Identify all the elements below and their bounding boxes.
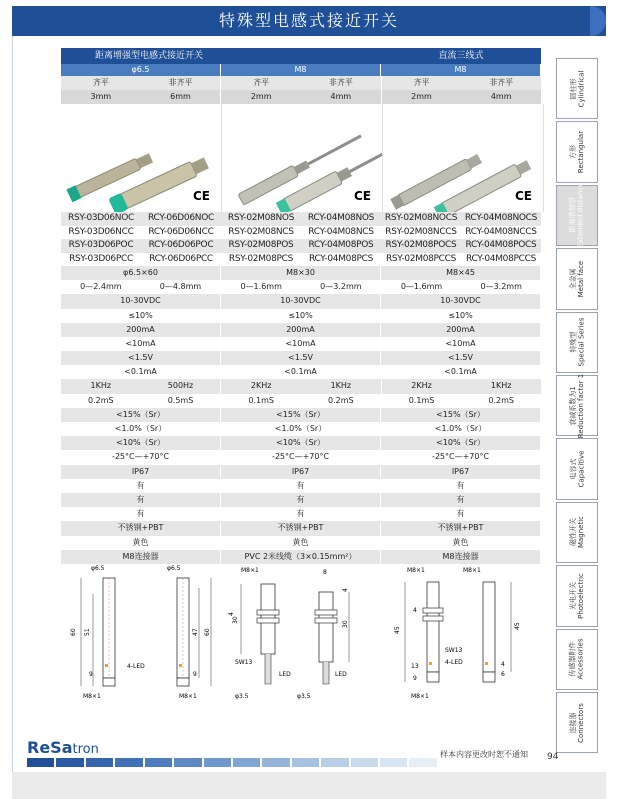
freq-cell: 2KHz <box>250 381 272 391</box>
model-cell: RSY-02M08NOS <box>227 213 295 224</box>
side-tab-en: Reduction factor 1 <box>577 373 585 438</box>
product-image-1 <box>61 104 222 212</box>
drawing-m08-connector <box>381 564 541 704</box>
model-cell: RCY-06D06POC <box>148 240 214 251</box>
spec-cell: <10mA <box>61 337 221 351</box>
dim-label: 8 <box>323 568 327 576</box>
group-2: M8 <box>221 64 381 76</box>
group-row <box>61 64 541 76</box>
spec-cell: <10%（Sr） <box>221 436 381 450</box>
side-nav <box>556 58 598 755</box>
side-tab-cn: 特殊型 <box>569 331 578 353</box>
spec-cell: 黄色 <box>381 536 541 550</box>
spec-cell: M8连接器 <box>381 550 541 564</box>
table-header-left: 距离增强型电感式接近开关 <box>95 51 204 61</box>
range-cell: 0—3.2mm <box>480 282 522 292</box>
footer-note: 样本内容更改时恕不通知 <box>440 750 528 759</box>
spec-cell: 不锈钢+PBT <box>221 521 381 535</box>
freq-row <box>61 379 541 393</box>
spec-row <box>61 408 541 422</box>
dim-label: M8×1 <box>407 566 425 574</box>
drawing-d06 <box>61 564 221 704</box>
spec-cell: <1.0%（Sr） <box>381 422 541 436</box>
spec-cell: <10%（Sr） <box>381 436 541 450</box>
flush-row <box>61 76 541 90</box>
dim-label: 51 <box>84 628 91 636</box>
spec-cell: 有 <box>381 493 541 507</box>
side-tab-text <box>569 373 585 437</box>
model-cell: RCY-04M08NCCS <box>465 226 537 237</box>
spec-cell: M8连接器 <box>61 550 221 564</box>
side-tab-cn: 全金属 <box>569 268 577 290</box>
model-cell: RCY-04M08NCS <box>308 226 374 237</box>
spec-row <box>61 550 541 564</box>
time-cell: 0.5mS <box>141 394 222 408</box>
page-title-bar <box>12 6 606 36</box>
sensor-m08-cable-image <box>222 104 382 212</box>
spec-cell: 黄色 <box>221 536 381 550</box>
dim-label: 4-LED <box>445 658 463 666</box>
side-tab-cylindrical[interactable] <box>556 58 598 119</box>
spec-cell: <10%（Sr） <box>61 436 221 450</box>
model-cell: RSY-03D06NCC <box>68 226 134 237</box>
brand-logo-b: tron <box>72 742 99 757</box>
dim-label: LED <box>335 670 347 678</box>
model-cell: RCY-06D06PCC <box>149 253 213 264</box>
dim-label: M8×1 <box>411 692 429 700</box>
time-cell: 0.2mS <box>88 395 114 405</box>
spec-cell: 200mA <box>61 323 221 337</box>
spec-row <box>61 465 541 479</box>
spec-cell: PVC 2米线缆（3×0.15mm²） <box>221 550 381 564</box>
dim-label: 4 <box>501 660 505 668</box>
side-tab-en: Photoelectric <box>577 572 586 619</box>
dim-label: SW13 <box>235 658 253 666</box>
spec-cell: <1.0%（Sr） <box>61 422 221 436</box>
side-tab-cn: 圆柱形 <box>569 78 577 100</box>
spec-cell: <0.1mA <box>381 365 541 379</box>
freq-cell: 1KHz <box>490 381 512 391</box>
spec-row <box>61 479 541 493</box>
dimension-drawing-m08-connector <box>381 564 541 704</box>
side-tab-magnetic[interactable] <box>556 502 598 563</box>
side-tab-text <box>569 703 585 743</box>
range-cell: 0—1.6mm <box>240 282 282 292</box>
dim-label: 4-LED <box>127 662 145 670</box>
spec-row <box>61 365 541 379</box>
side-tab-cn: 距离增强型 <box>569 197 578 233</box>
spec-cell: 有 <box>221 507 381 521</box>
time-cell: 0.1mS <box>248 395 274 405</box>
sensor-m08-connector-image <box>383 104 543 212</box>
side-tab-cn: 光电开关 <box>569 581 578 610</box>
model-cell: RCY-04M08NOCS <box>464 213 538 224</box>
size-cell: M8×30 <box>221 266 381 280</box>
spec-cell: IP67 <box>381 465 541 479</box>
side-tab-cn: 衰减系数为1 <box>569 385 577 426</box>
spec-cell: -25°C—+70°C <box>221 450 381 464</box>
dim-label: 9 <box>89 670 93 678</box>
dim-label: 45 <box>514 622 521 630</box>
dim-label: 6 <box>501 670 505 678</box>
product-image-row <box>61 104 541 212</box>
page-number: 94 <box>547 752 559 762</box>
spec-cell: 不锈钢+PBT <box>381 521 541 535</box>
time-cell: 0.1mS <box>408 395 435 405</box>
time-cell: 0.2mS <box>488 395 514 405</box>
distance-cell: 4mm <box>301 90 382 104</box>
sensor-d06-image <box>61 104 221 212</box>
side-tab-metal-face[interactable] <box>556 248 598 309</box>
side-tab-special-series[interactable] <box>556 312 598 373</box>
spec-cell: <0.1mA <box>221 365 381 379</box>
dim-label: φ6.5 <box>91 564 105 572</box>
model-cell: RSY-02M08NCS <box>228 226 294 237</box>
side-tab-text <box>569 573 585 619</box>
spec-cell: IP67 <box>61 465 221 479</box>
model-cell: RCY-06D06NCC <box>148 226 214 237</box>
flush-cell: 齐平 <box>92 78 109 87</box>
model-cell: RSY-02M08PCCS <box>385 253 457 264</box>
spec-cell: 有 <box>61 479 221 493</box>
side-tab-cn: 磁性开关 <box>569 518 577 547</box>
spec-row <box>61 309 541 323</box>
dim-label: M8×1 <box>179 692 197 700</box>
side-tab-text <box>569 451 585 488</box>
distance-cell: 2mm <box>411 92 432 102</box>
range-cell: 0—1.6mm <box>400 282 443 292</box>
ce-mark: CE <box>515 189 533 204</box>
side-tab-text <box>569 183 585 248</box>
footer-color-bar <box>27 758 437 767</box>
spec-cell: 有 <box>221 493 381 507</box>
dim-label: 4 <box>342 588 349 592</box>
spec-cell: <10mA <box>381 337 541 351</box>
model-cell: RSY-02M08NOCS <box>384 213 458 224</box>
dim-label: M8×1 <box>83 692 101 700</box>
brand-logo <box>27 738 99 757</box>
side-tab-cn: 连接器 <box>568 712 577 734</box>
side-tab-cn: 方形 <box>569 145 578 160</box>
spec-cell: <0.1mA <box>61 365 221 379</box>
freq-cell: 1KHz <box>90 381 112 391</box>
model-cell: RSY-02M08PCS <box>228 253 294 264</box>
drawing-row <box>61 564 541 704</box>
size-cell: φ6.5×60 <box>61 266 221 280</box>
model-cell: RCY-04M08NOS <box>307 213 375 224</box>
side-tab-en: Capacitive <box>577 450 585 488</box>
dim-label: M8×1 <box>241 566 259 574</box>
spec-cell: 有 <box>61 493 221 507</box>
left-border <box>12 36 13 776</box>
side-tab-en: Metal face <box>577 260 585 298</box>
spec-cell: 有 <box>381 507 541 521</box>
side-tab-text <box>569 639 585 680</box>
freq-cell: 1KHz <box>301 379 382 393</box>
side-tab-cn: 电容式 <box>569 458 577 480</box>
size-cell: M8×45 <box>381 266 541 280</box>
flush-cell: 非齐平 <box>489 78 514 87</box>
title-bar-cap <box>590 6 606 36</box>
distance-cell: 6mm <box>141 90 222 104</box>
side-tab-text <box>569 131 585 173</box>
range-cell: 0—2.4mm <box>80 282 122 292</box>
spec-cell: 200mA <box>221 323 381 337</box>
dim-label: 30 <box>342 620 349 628</box>
spec-row <box>61 436 541 450</box>
side-tab-connectors[interactable] <box>556 692 598 753</box>
side-tab-en: Connectors <box>576 702 585 743</box>
spec-cell: 200mA <box>381 323 541 337</box>
distance-cell: 2mm <box>250 92 272 102</box>
model-cell: RCY-04M08POCS <box>465 240 537 251</box>
drawing-m08-cable <box>221 564 381 704</box>
side-tab-text <box>569 261 585 297</box>
flush-cell: 齐平 <box>413 78 430 87</box>
range-cell: 0—3.2mm <box>301 280 382 294</box>
ce-mark: CE <box>193 189 211 204</box>
flush-cell: 非齐平 <box>141 76 222 90</box>
dim-label: LED <box>279 670 291 678</box>
model-cell: RSY-03D06NOC <box>68 213 134 224</box>
spec-row <box>61 337 541 351</box>
size-row <box>61 266 541 280</box>
dim-label: 60 <box>70 628 77 636</box>
dim-label: φ3.5 <box>235 692 249 700</box>
freq-cell: 2KHz <box>411 381 432 391</box>
model-cell: RSY-03D06PCC <box>69 253 133 264</box>
range-row <box>61 280 541 294</box>
distance-cell: 3mm <box>90 92 112 102</box>
freq-cell: 500Hz <box>141 379 222 393</box>
spec-cell: 不锈钢+PBT <box>61 521 221 535</box>
group-3: M8 <box>381 64 541 76</box>
spec-row <box>61 493 541 507</box>
dim-label: 9 <box>193 670 197 678</box>
table-header-right: 直流三线式 <box>438 51 484 61</box>
spec-cell: <1.5V <box>221 351 381 365</box>
dim-label: 4 <box>413 606 417 614</box>
spec-cell: ≤10% <box>381 309 541 323</box>
side-tab-reduction-factor[interactable] <box>556 375 598 436</box>
spec-cell: ≤10% <box>61 309 221 323</box>
dim-label: SW13 <box>445 646 463 654</box>
spec-cell: <10mA <box>221 337 381 351</box>
model-row <box>61 226 541 239</box>
model-row <box>61 239 541 252</box>
brand-logo-a: ReSa <box>27 738 73 757</box>
spec-cell: <15%（Sr） <box>61 408 221 422</box>
product-image-3 <box>383 104 544 212</box>
spec-cell: 有 <box>381 479 541 493</box>
group-1: φ6.5 <box>61 64 221 76</box>
spec-cell: 10-30VDC <box>221 294 381 308</box>
side-tab-rectangular[interactable] <box>556 121 598 182</box>
side-tab-accessories[interactable] <box>556 629 598 690</box>
dim-label: 60 <box>204 628 211 636</box>
model-cell: RCY-04M08POS <box>308 240 374 251</box>
dim-label: 47 <box>192 628 199 636</box>
product-image-2 <box>222 104 383 212</box>
range-cell: 0—4.8mm <box>141 280 222 294</box>
dim-label: 9 <box>413 674 417 682</box>
side-tab-extended-distance[interactable] <box>556 182 598 249</box>
dim-label: φ3.5 <box>297 692 311 700</box>
side-tab-en: Special Series <box>577 317 586 367</box>
spec-cell: 黄色 <box>61 536 221 550</box>
time-cell: 0.2mS <box>301 394 382 408</box>
model-cell: RSY-02M08POCS <box>385 240 457 251</box>
spec-row <box>61 507 541 521</box>
spec-cell: <15%（Sr） <box>221 408 381 422</box>
spec-cell: <1.5V <box>381 351 541 365</box>
side-tab-capacitive[interactable] <box>556 438 598 499</box>
bottom-band <box>12 772 606 799</box>
model-cell: RSY-02M08NCCS <box>385 226 457 237</box>
flush-cell: 齐平 <box>253 78 270 87</box>
side-tab-en: Accessories <box>577 638 585 680</box>
model-cell: RSY-02M08POS <box>228 240 294 251</box>
spec-row <box>61 536 541 550</box>
side-tab-photoelectric[interactable] <box>556 565 598 626</box>
model-row <box>61 212 541 225</box>
spec-row <box>61 323 541 337</box>
dim-label: 13 <box>411 662 419 670</box>
dim-label: M8×1 <box>463 566 481 574</box>
model-cell: RSY-03D06POC <box>68 240 134 251</box>
side-tab-en: Extended distance <box>577 182 586 249</box>
ce-mark: CE <box>354 189 372 204</box>
spec-row <box>61 422 541 436</box>
model-row <box>61 253 541 266</box>
spec-table <box>61 48 541 704</box>
spec-cell: <1.0%（Sr） <box>221 422 381 436</box>
model-cell: RCY-06D06NOC <box>148 213 214 224</box>
spec-cell: -25°C—+70°C <box>61 450 221 464</box>
flush-cell: 非齐平 <box>301 76 382 90</box>
time-row <box>61 394 541 408</box>
distance-row <box>61 90 541 104</box>
spec-cell: -25°C—+70°C <box>381 450 541 464</box>
dimension-drawing-d06 <box>61 564 221 704</box>
spec-cell: ≤10% <box>221 309 381 323</box>
dim-label: 30 <box>232 616 239 624</box>
spec-row <box>61 521 541 535</box>
side-tab-cn: 传感器附件 <box>569 641 577 677</box>
spec-cell: <15%（Sr） <box>381 408 541 422</box>
spec-row <box>61 450 541 464</box>
spec-cell: 10-30VDC <box>381 294 541 308</box>
dim-label: 4 <box>228 612 235 616</box>
side-tab-en: Cylindrical <box>577 70 585 108</box>
spec-cell: 有 <box>61 507 221 521</box>
dimension-drawing-m08-cable <box>221 564 381 704</box>
side-tab-en: Rectangular <box>577 130 586 174</box>
table-header <box>61 48 541 64</box>
page-title: 特殊型电感式接近开关 <box>218 11 399 30</box>
model-cell: RCY-04M08PCS <box>308 253 374 264</box>
distance-cell: 4mm <box>490 92 512 102</box>
side-tab-text <box>569 516 585 548</box>
dim-label: φ6.5 <box>167 564 181 572</box>
side-tab-text <box>569 318 585 367</box>
spec-cell: 有 <box>221 479 381 493</box>
model-cell: RCY-04M08PCCS <box>465 253 537 264</box>
side-tab-en: Magnetic <box>577 516 585 549</box>
spec-cell: IP67 <box>221 465 381 479</box>
spec-cell: <1.5V <box>61 351 221 365</box>
spec-row <box>61 294 541 308</box>
dim-label: 45 <box>394 626 401 634</box>
spec-cell: 10-30VDC <box>61 294 221 308</box>
spec-row <box>61 351 541 365</box>
side-tab-text <box>569 70 585 107</box>
